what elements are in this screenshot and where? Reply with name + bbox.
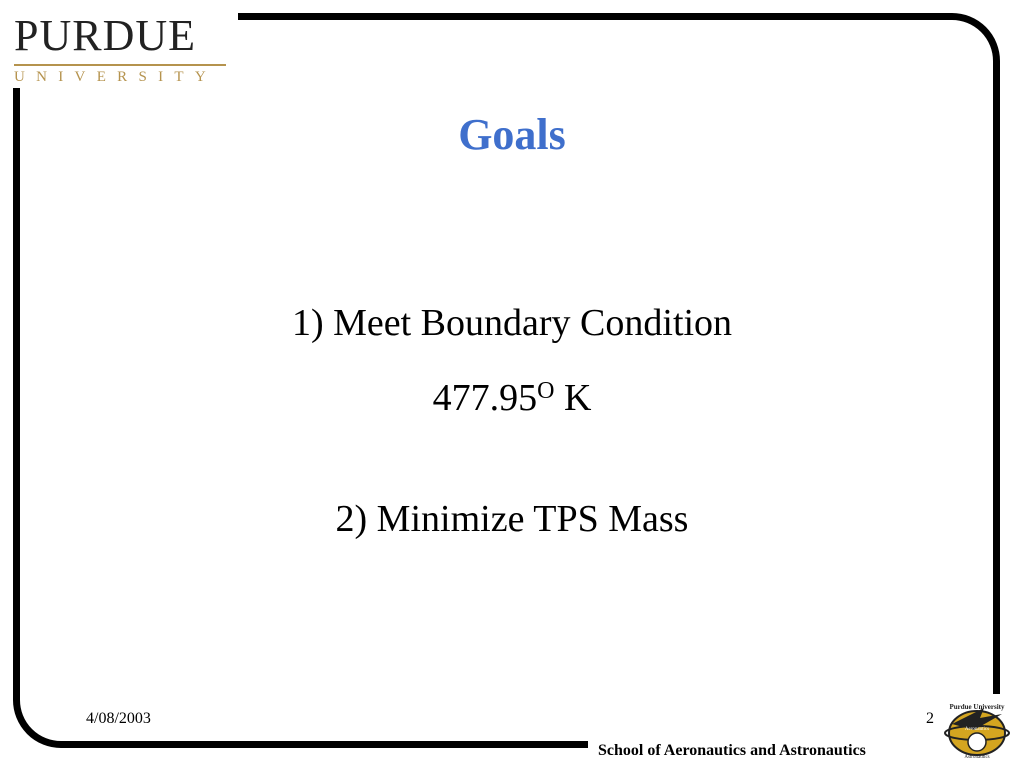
goal-item-2: 2) Minimize TPS Mass <box>335 498 689 540</box>
slide-title: Goals <box>458 110 566 159</box>
seal-text-bottom: Astronautics <box>964 755 990 760</box>
goal-item-1: 1) Meet Boundary Condition <box>291 302 733 344</box>
seal-text-mid: Aeronautics <box>964 727 990 732</box>
logo-rule <box>14 64 226 66</box>
temperature-unit: K <box>554 377 592 419</box>
temperature-value: 477.95 <box>432 377 538 419</box>
purdue-logo <box>14 12 226 85</box>
goal-boundary-value <box>0 368 1024 421</box>
logo-wordmark: PURDUE <box>14 11 197 60</box>
seal-text-top: Purdue University <box>949 703 1005 711</box>
footer-date: 4/08/2003 <box>86 710 151 727</box>
degree-superscript: O <box>537 378 555 404</box>
footer-school-name: School of Aeronautics and Astronautics <box>598 742 866 759</box>
page-number: 2 <box>926 710 934 727</box>
aero-astro-seal-icon <box>944 700 1010 762</box>
logo-subtitle: UNIVERSITY <box>14 69 217 85</box>
